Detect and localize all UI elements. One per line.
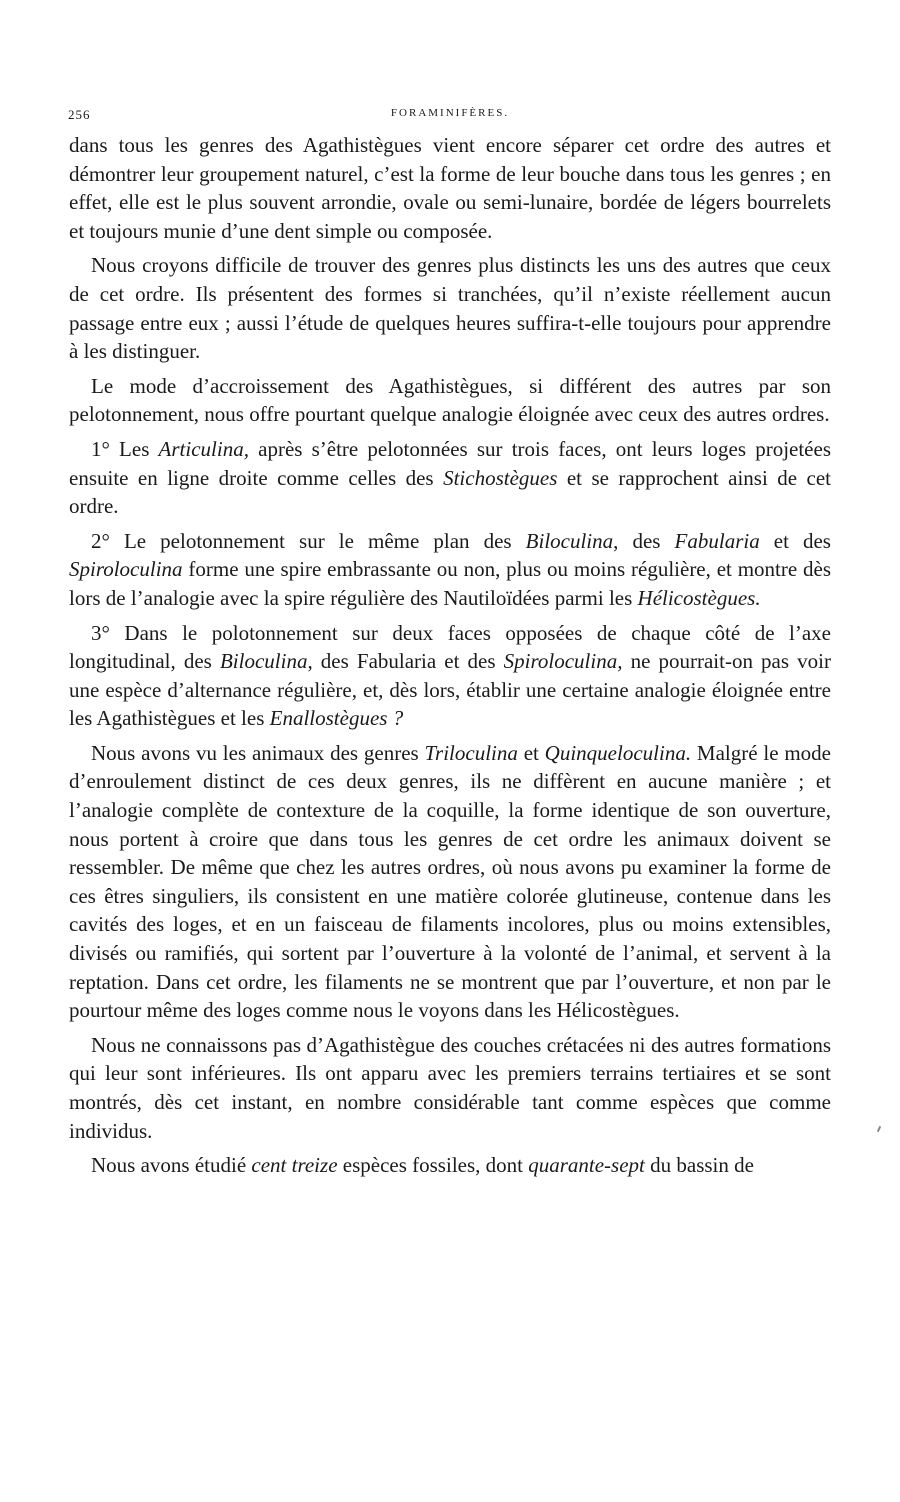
text-run: Nous avons vu les animaux des genres	[91, 740, 425, 765]
italic-term: Stichostègues	[443, 465, 558, 490]
italic-term: Articulina,	[158, 436, 249, 461]
text-run: Le mode d’accroissement des Agathistègues, si différent des autres par son pelotonnement, nous offre pourtant quelque analogie éloignée avec ceux des autres ordres.	[69, 373, 831, 427]
text-run: et des	[759, 528, 831, 553]
paragraph	[69, 131, 831, 245]
text-run: , des Fabularia et des	[307, 649, 504, 674]
paragraph	[69, 372, 831, 429]
italic-term: Enallostègues ?	[269, 706, 404, 731]
paragraph	[69, 251, 831, 365]
text-run: 1° Les	[91, 436, 159, 461]
text-run: espèces fossiles, dont	[337, 1153, 529, 1178]
paragraph	[69, 739, 831, 1025]
paragraph	[69, 527, 831, 613]
italic-term: Biloculina	[219, 649, 308, 674]
text-run: Nous ne connaissons pas d’Agathistègue des couches crétacées ni des autres formations qui leur sont inférieures. Ils ont apparu avec les premiers terrains tertiaires et se sont montrés, dès cet instant, en nombre considérable tant comme espèces que comme individus.	[69, 1032, 831, 1143]
text-run: Nous croyons difficile de trouver des genres plus distincts les uns des autres que ceux de cet ordre. Ils présentent des formes si tranchées, qu’il n’existe réellement aucun passage entre eux ; aussi l’étude de quelques heures suffira-t-elle toujours pour apprendre à les distinguer.	[69, 253, 831, 364]
page-header	[68, 107, 832, 127]
text-run: 2° Le pelotonnement sur le même plan des	[91, 528, 526, 553]
paragraph	[69, 619, 831, 733]
italic-term: Spiroloculina,	[503, 649, 623, 674]
italic-term: Fabularia	[674, 528, 760, 553]
text-run: Malgré le mode d’enroulement distinct de ces deux genres, ils ne diffèrent en aucune manière ; et l’analogie complète de contexture de la coquille, la forme identique de son ouverture, nous portent à croire que dans tous les genres de cet ordre les animaux doivent se ressembler. De même que chez les autres ordres, où nous avons pu examiner la forme de ces êtres singuliers, ils consistent en une matière colorée glutineuse, contenue dans les cavités des loges, et en un faisceau de filaments incolores, plus ou moins extensibles, divisés ou ramifiés, qui sortent par l’ouverture à la volonté de l’animal, et servent à la reptation. Dans cet ordre, les filaments ne se montrent que par l’ouverture, et non par le pourtour même des loges comme nous le voyons dans les Hélicostègues.	[69, 740, 831, 1023]
text-run: du bassin de	[644, 1153, 754, 1178]
italic-term: Spiroloculina	[69, 557, 183, 582]
text-run: 3° Dans le polotonnement sur deux faces opposées de chaque côté de l’axe longitudinal, des	[69, 620, 831, 674]
text-run: dans tous les genres des Agathistègues vient encore séparer cet ordre des autres et démontrer leur groupement naturel, c’est la forme de leur bouche dans tous les genres ; en effet, elle est le plus souvent arrondie, ovale ou semi-lunaire, bordée de légers bourrelets et toujours munie d’une dent simple ou composée.	[69, 133, 831, 243]
italic-term: Quinqueloculina.	[544, 740, 692, 765]
italic-term: Triloculina	[424, 740, 518, 765]
text-run: et	[517, 740, 545, 765]
text-run: après s’être pelotonnées sur trois faces, ont leurs loges projetées ensuite en ligne droite comme celles des	[69, 436, 831, 490]
italic-term: cent treize	[251, 1153, 338, 1178]
italic-term: Biloculina	[525, 528, 614, 553]
body-text	[69, 131, 831, 1186]
paragraph	[69, 1151, 831, 1180]
paragraph	[69, 1031, 831, 1145]
text-run: forme une spire embrassante ou non, plus ou moins régulière, et montre dès lors de l’analogie avec la spire régulière des Nautiloïdées parmi les	[69, 557, 831, 610]
running-title: FORAMINIFÈRES.	[390, 107, 510, 119]
page-number: 256	[68, 107, 91, 122]
margin-mark	[877, 1126, 881, 1132]
text-run: , des	[613, 528, 675, 553]
italic-term: quarante-sept	[528, 1153, 645, 1178]
text-run: et se rapprochent ainsi de cet ordre.	[69, 465, 832, 519]
text-run: Nous avons étudié	[91, 1153, 252, 1178]
text-run: ne pourrait-on pas voir une espèce d’alternance régulière, et, dès lors, établir une certaine analogie éloignée entre les Agathistègues et les	[69, 649, 831, 731]
italic-term: Hélicostègues.	[637, 585, 761, 610]
paragraph	[69, 435, 831, 521]
